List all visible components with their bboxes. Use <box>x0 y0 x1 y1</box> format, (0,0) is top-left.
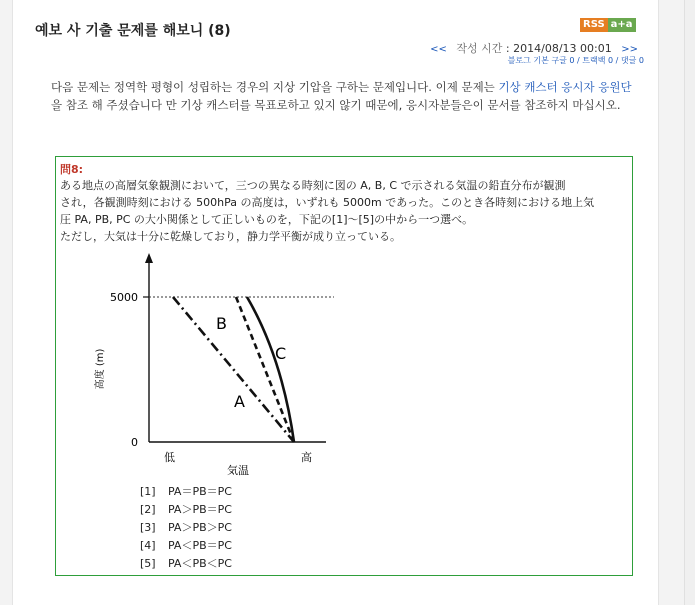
page-scrollbar[interactable] <box>684 0 695 605</box>
option-number: [3] <box>140 521 156 534</box>
y-axis-arrow <box>145 253 153 263</box>
intro-paragraph <box>51 78 643 114</box>
question-line: 圧 PA, PB, PC の大小関係として正しいものを，下記の[1]～[5]の中から一つ選べ。 <box>60 213 474 226</box>
option-number: [2] <box>140 503 156 516</box>
answer-option <box>140 519 232 537</box>
comments-link[interactable]: 댓글 <box>620 56 637 65</box>
question-box <box>55 156 633 576</box>
time-label: 작성 시간 <box>456 42 503 55</box>
option-number: [4] <box>140 539 156 552</box>
answer-option <box>140 537 232 555</box>
temperature-profile-figure <box>56 157 634 487</box>
option-number: [5] <box>140 557 156 570</box>
answer-options <box>140 483 232 573</box>
x-high-label: 高 <box>301 451 312 464</box>
option-text: PA＝PB＝PC <box>168 485 232 498</box>
x-axis-label: 気温 <box>227 464 249 477</box>
question-line: ある地点の高層気象観測において，三つの異なる時刻に図の A, B, C で示される気温の鉛直分布が観測 <box>60 179 566 192</box>
base-count: 0 <box>569 56 575 65</box>
curve-label-c: C <box>275 344 287 363</box>
x-low-label: 低 <box>164 451 175 464</box>
option-text: PA＞PB＞PC <box>168 521 232 534</box>
blog-link[interactable]: 블로그 <box>507 56 531 65</box>
question-line: ただし，大気は十分に乾燥しており，静力学平衡が成り立っている。 <box>60 230 401 243</box>
y-tick-label-bottom: 0 <box>131 436 138 449</box>
rss-label[interactable]: RSS <box>580 18 608 32</box>
option-text: PA＞PB＝PC <box>168 503 232 516</box>
time-value: : 2014/08/13 00:01 <box>505 42 612 55</box>
reader-label[interactable]: a+a <box>608 18 636 32</box>
curve-c <box>247 297 294 442</box>
answer-option <box>140 555 232 573</box>
curve-label-a: A <box>234 392 245 411</box>
intro-text-1: 다음 문제는 정역학 평형이 성립하는 경우의 지상 기압을 구하는 문제입니다. 이제 문제는 <box>51 80 499 94</box>
answer-option <box>140 483 232 501</box>
curve-b <box>236 297 294 442</box>
comments-count: 0 <box>638 56 644 65</box>
next-post-link[interactable]: >> <box>621 44 638 55</box>
y-axis-label: 高度 (m) <box>95 348 106 390</box>
question-label: 問8: <box>60 163 84 176</box>
intro-text-2: 을 참조 해 주셨습니다 만 기상 캐스터를 목표로하고 있지 않기 때문에, 응시자분들은이 문서를 참조하지 마십시오. <box>51 98 621 112</box>
curve-a <box>173 297 294 442</box>
post-meta <box>424 40 644 56</box>
answer-option <box>140 501 232 519</box>
base-text[interactable]: 기본 구글 <box>533 56 567 65</box>
option-text: PA＜PB＝PC <box>168 539 232 552</box>
caster-support-link[interactable]: 기상 캐스터 응시자 응원단 <box>498 80 632 94</box>
blog-post-page <box>12 0 659 605</box>
trackback-link[interactable]: 트랙백 <box>582 56 606 65</box>
trackback-count: 0 <box>608 56 614 65</box>
rss-badge[interactable] <box>580 18 636 32</box>
option-text: PA＜PB＜PC <box>168 557 232 570</box>
curve-label-b: B <box>216 314 227 333</box>
y-tick-label-top: 5000 <box>110 291 138 304</box>
prev-post-link[interactable]: << <box>430 44 447 55</box>
post-sub-links: 블로그 기본 구글 0 / 트랙백 0 / 댓글 0 <box>507 56 644 65</box>
question-line: され，各観測時刻における 500hPa の高度は，いずれも 5000m であった。このとき各時刻における地上気 <box>60 196 595 209</box>
post-title: 예보 사 기출 문제를 해보니 (8) <box>35 23 231 39</box>
option-number: [1] <box>140 485 156 498</box>
